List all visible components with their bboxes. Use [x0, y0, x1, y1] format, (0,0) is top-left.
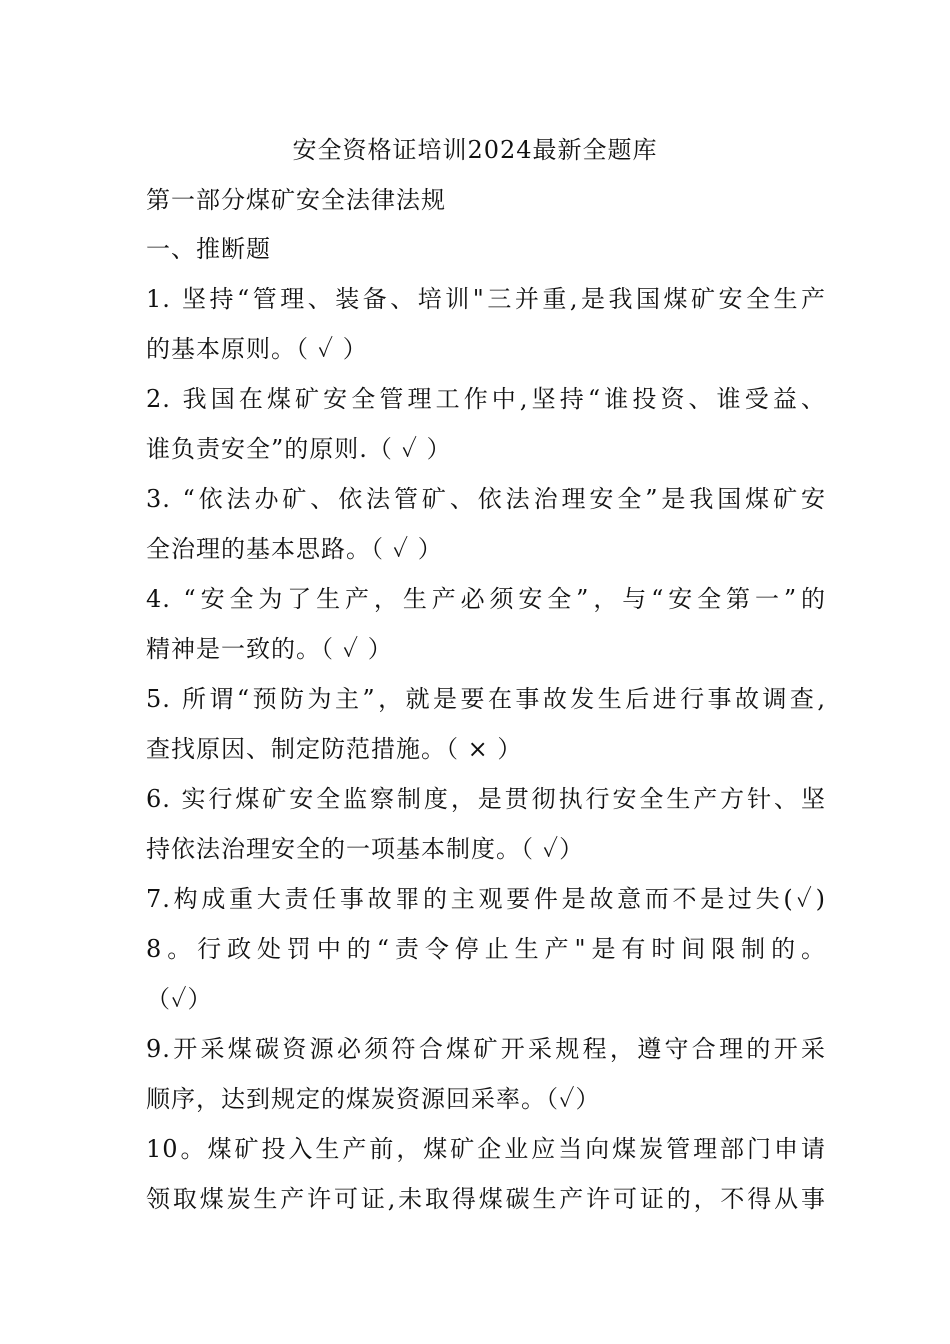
- question-line: 3. “依法办矿、依法管矿、依法治理安全”是我国煤矿安: [146, 485, 826, 513]
- question-line: 全治理的基本思路。（ ✓ ）: [146, 535, 443, 563]
- question-line: 8。行政处罚中的“责令停止生产"是有时间限制的。: [146, 935, 826, 963]
- part-heading: 第一部分煤矿安全法律法规: [146, 186, 446, 214]
- question-line: 谁负责安全”的原则.（ ✓ ）: [146, 435, 452, 463]
- question-line: 7.构成重大责任事故罪的主观要件是故意而不是过失(✓): [146, 885, 826, 913]
- question-line: 2. 我国在煤矿安全管理工作中,坚持“谁投资、谁受益、: [146, 385, 826, 413]
- question-line: 4. “安全为了生产，生产必须安全”，与“安全第一”的: [146, 585, 826, 613]
- question-line: 9.开采煤碳资源必须符合煤矿开采规程，遵守合理的开采: [146, 1035, 826, 1063]
- section-heading: 一、推断题: [146, 235, 271, 263]
- question-line: 5. 所谓“预防为主”，就是要在事故发生后进行事故调查,: [146, 685, 826, 713]
- document-title: 安全资格证培训2024最新全题库: [292, 136, 658, 164]
- question-line: （✓）: [146, 985, 213, 1013]
- question-line: 查找原因、制定防范措施。（ × ）: [146, 735, 523, 763]
- question-line: 精神是一致的。（ ✓ ）: [146, 635, 393, 663]
- question-line: 1. 坚持“管理、装备、培训"三并重,是我国煤矿安全生产: [146, 285, 826, 313]
- question-line: 6. 实行煤矿安全监察制度，是贯彻执行安全生产方针、坚: [146, 785, 826, 813]
- question-line: 领取煤炭生产许可证,未取得煤碳生产许可证的，不得从事: [146, 1185, 826, 1213]
- question-line: 顺序，达到规定的煤炭资源回采率。（✓）: [146, 1085, 601, 1113]
- question-line: 10。煤矿投入生产前，煤矿企业应当向煤炭管理部门申请: [146, 1135, 826, 1163]
- question-line: 持依法治理安全的一项基本制度。（ ✓）: [146, 835, 585, 863]
- question-line: 的基本原则。（ ✓ ）: [146, 335, 368, 363]
